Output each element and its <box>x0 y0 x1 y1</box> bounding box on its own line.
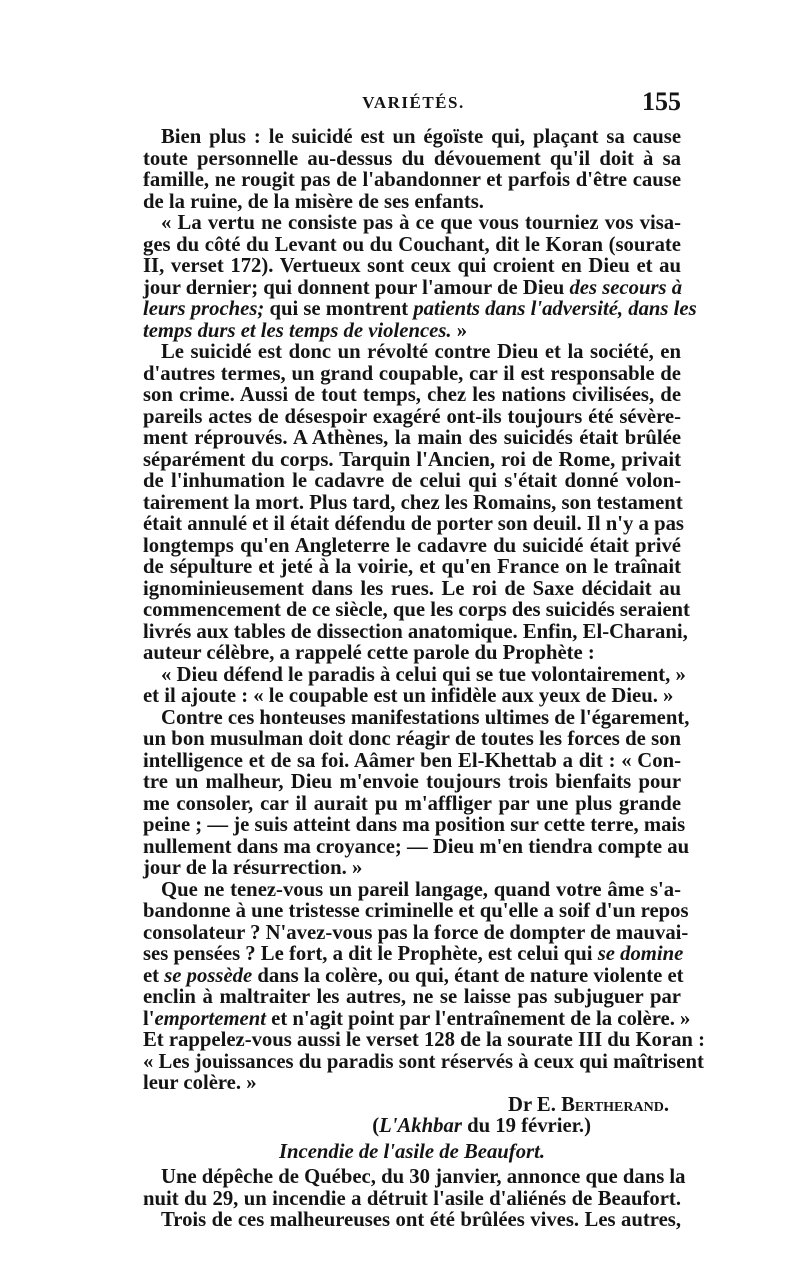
text-line <box>143 1007 691 1031</box>
text-line <box>143 149 681 171</box>
text-line <box>143 858 681 880</box>
italic-text: se domine <box>597 943 684 965</box>
line-text: Que ne tenez-vous un pareil langage, quand votre âme s'a- <box>161 878 681 901</box>
text-line <box>143 256 681 278</box>
text-line <box>143 342 681 364</box>
text-line <box>143 127 681 149</box>
line-text: livrés aux tables de dissection anatomique. Enfin, El-Charani, <box>143 620 688 643</box>
text-line <box>143 1073 681 1095</box>
section-subheading: Incendie de l'asile de Beaufort. <box>278 1140 546 1163</box>
text-line <box>143 513 684 536</box>
text-line <box>143 579 681 601</box>
source-citation <box>143 1116 681 1138</box>
text-line <box>143 170 681 192</box>
text-line <box>143 557 681 579</box>
line-text: jour de la résurrection. » <box>143 857 363 879</box>
text-line <box>143 964 684 988</box>
line-text: un bon musulman doit donc réagir de toutes les forces de son <box>143 728 681 750</box>
line-text: et il ajoute : « le coupable est un infidèle aux yeux de Dieu. » <box>143 685 674 707</box>
text-line <box>143 428 681 450</box>
text-line <box>143 943 684 966</box>
text-line <box>143 794 681 816</box>
text-line <box>143 298 697 321</box>
closing-text <box>143 1166 686 1232</box>
line-text: tairement la mort. Plus tard, chez les Romains, son testament <box>143 491 683 514</box>
text-line <box>143 814 686 837</box>
line-text: famille, ne rougit pas de l'abandonner et parfois d'être cause <box>143 169 681 191</box>
italic-text: patients dans l'adversité, dans les <box>413 298 697 320</box>
text-line <box>143 364 681 386</box>
italic-text: des secours à <box>569 276 683 299</box>
line-text: « La vertu ne consiste pas à ce que vous tourniez vos visa- <box>161 212 681 234</box>
line-text: de sépulture et jeté à la voirie, et qu'en France on le traînait <box>143 556 681 578</box>
text-line <box>143 751 681 773</box>
line-text: bandonne à une tristesse criminelle et qu'elle a soif d'un repos <box>143 900 689 922</box>
author-signature <box>143 1095 681 1117</box>
line-text: Une dépêche de Québec, du 30 janvier, annonce que dans la <box>161 1166 686 1188</box>
text-line <box>143 278 681 300</box>
line-text: Trois de ces malheureuses ont été brûlées vives. Les autres, <box>161 1209 681 1231</box>
italic-text: se possède <box>164 964 253 987</box>
text-line <box>143 1189 681 1211</box>
page-header <box>146 87 681 123</box>
line-text: intelligence et de sa foi. Aâmer ben El-Khettab a dit : « Con- <box>143 749 681 772</box>
line-text: commencement de ce siècle, que les corps des suicidés seraient <box>143 599 690 621</box>
line-text: II, verset 172). Vertueux sont ceux qui croient en Dieu et au <box>143 255 681 277</box>
line-text: me consoler, car il aurait pu m'affliger par une plus grande <box>143 792 681 815</box>
text-line <box>143 686 681 708</box>
line-text: tre un malheur, Dieu m'envoie toujours trois bienfaits pour <box>143 771 681 793</box>
line-text: » <box>451 319 468 342</box>
text-line <box>143 235 681 257</box>
text-line <box>143 407 681 429</box>
line-text: ses pensées ? Le fort, a dit le Prophète, est celui qui <box>143 943 598 965</box>
text-line <box>143 706 690 730</box>
text-line <box>143 1029 705 1052</box>
line-text: jour dernier; qui donnent pour l'amour de Dieu <box>143 276 570 299</box>
line-text: leur colère. » <box>143 1072 257 1094</box>
line-text: longtemps qu'en Angleterre le cadavre du suicidé était privé <box>143 534 681 557</box>
line-text: peine ; — je suis atteint dans ma position sur cette terre, mais <box>143 814 686 836</box>
source-open-paren: ( <box>372 1115 380 1137</box>
line-text: ment réprouvés. A Athènes, la main des suicidés était brûlée <box>143 427 681 449</box>
line-text: séparément du corps. Tarquin l'Ancien, roi de Rome, privait <box>143 448 681 471</box>
line-text: l' <box>143 1007 155 1030</box>
article-body <box>143 126 705 1232</box>
line-text: Contre ces honteuses manifestations ultimes de l'égarement, <box>161 706 690 729</box>
text-line <box>143 921 689 945</box>
text-line <box>143 1050 704 1074</box>
author-name: E. Bertherand. <box>536 1093 669 1116</box>
line-text: Bien plus : le suicidé est un égoïste qui, plaçant sa cause <box>161 126 681 148</box>
line-text: « Les jouissances du paradis sont réservés à ceux qui maîtrisent <box>143 1050 704 1073</box>
line-text: Le suicidé est donc un révolté contre Dieu et la société, en <box>161 341 681 363</box>
text-line <box>143 213 681 235</box>
source-title: L'Akhbar <box>379 1115 462 1137</box>
line-text: d'autres termes, un grand coupable, car il est responsable de <box>143 362 681 385</box>
line-text: ignominieusement dans les rues. Le roi de Saxe décidait au <box>143 577 681 600</box>
text-line <box>143 385 681 407</box>
italic-text: emportement <box>154 1007 266 1030</box>
line-text: de la ruine, de la misère de ses enfants. <box>143 190 484 213</box>
line-text: qui se montrent <box>264 298 414 320</box>
line-text: son crime. Aussi de tout temps, chez les nations civilisées, de <box>143 384 681 406</box>
text-line <box>143 729 681 751</box>
text-line <box>143 900 689 923</box>
line-text: nullement dans ma croyance; — Dieu m'en tiendra compte au <box>143 835 690 858</box>
text-line <box>143 663 686 687</box>
line-text: nuit du 29, un incendie a détruit l'asile d'aliénés de Beaufort. <box>143 1187 681 1210</box>
line-text: enclin à maltraiter les autres, ne se laisse pas subjuguer par <box>143 986 681 1008</box>
line-text: pareils actes de désespoir exagéré ont-ils toujours été sévère- <box>143 405 681 428</box>
text-line <box>143 450 681 472</box>
italic-text: leurs proches; <box>143 298 265 320</box>
running-head: VARIÉTÉS. <box>362 93 465 112</box>
text-line <box>143 599 690 622</box>
line-text: auteur célèbre, a rappelé cette parole du Prophète : <box>143 642 595 664</box>
article-text <box>143 126 705 1095</box>
text-line <box>143 1166 686 1189</box>
text-line <box>143 536 681 558</box>
italic-text: temps durs et les temps de violences. <box>143 319 452 342</box>
line-text: « Dieu défend le paradis à celui qui se tue volontairement, » <box>161 663 686 686</box>
text-line <box>143 620 688 644</box>
text-line <box>143 643 681 665</box>
text-line <box>143 987 681 1009</box>
line-text: de l'inhumation le cadavre de celui qui s'était donné volon- <box>143 470 681 492</box>
text-line <box>143 192 681 214</box>
text-line <box>143 835 690 859</box>
line-text: Et rappelez-vous aussi le verset 128 de la sourate III du Koran : <box>143 1029 705 1051</box>
text-line <box>143 471 681 493</box>
author-title: Dr <box>508 1093 532 1116</box>
line-text: dans la colère, ou qui, étant de nature violente et <box>252 964 684 987</box>
page-number: 155 <box>642 87 681 116</box>
text-line <box>143 493 681 515</box>
line-text: consolateur ? N'avez-vous pas la force de dompter de mauvai- <box>143 921 689 944</box>
line-text: ges du côté du Levant ou du Couchant, dit le Koran (sourate <box>143 233 681 256</box>
text-line <box>143 1210 681 1232</box>
text-line <box>143 321 681 343</box>
line-text: toute personnelle au-dessus du dévouement qu'il doit à sa <box>143 147 681 170</box>
line-text: et n'agit point par l'entraînement de la colère. » <box>265 1007 691 1030</box>
source-date: du 19 février.) <box>461 1115 591 1137</box>
line-text: et <box>143 964 165 987</box>
text-line <box>143 772 681 794</box>
line-text: était annulé et il était défendu de porter son deuil. Il n'y a pas <box>143 513 684 535</box>
text-line <box>143 880 681 902</box>
